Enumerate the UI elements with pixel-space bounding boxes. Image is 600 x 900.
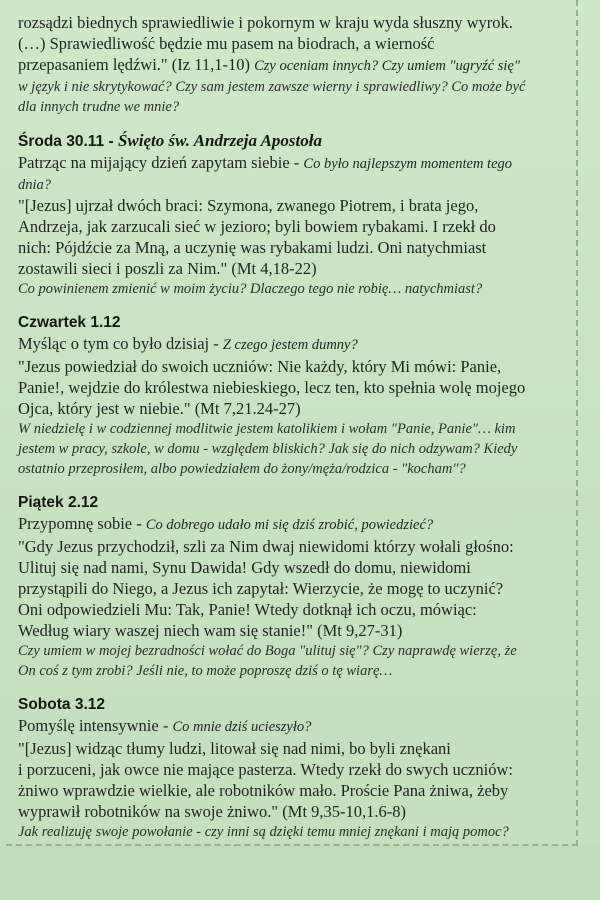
text-line: "[Jezus] widząc tłumy ludzi, litował się nad nimi, bo byli znękani — [18, 739, 451, 758]
day-lead — [18, 152, 566, 175]
text-line: nich: Pójdźcie za Mną, a uczynię was rybakami ludzi. Oni natychmiast — [18, 238, 487, 257]
page-bottom-margin — [0, 846, 600, 900]
day-section-saturday — [18, 694, 566, 862]
reflection-line: On coś z tym zrobi? Jeśli nie, to może poproszę dziś o tę wiarę… — [18, 663, 393, 679]
text-line: Ojca, który jest w niebie." (Mt 7,21.24-27) — [18, 399, 301, 418]
reflection-line: ostatnio przeprosiłem, albo powiedziałem do żony/męża/rodzica - "kocham"? — [18, 461, 466, 477]
lead-text: Myśląc o tym co było dzisiaj - — [18, 334, 219, 353]
text-line: Oni odpowiedzieli Mu: Tak, Panie! Wtedy dotknął ich oczu, mówiąc: — [18, 600, 477, 619]
reflection-line: Jak realizuję swoje powołanie - czy inni są dzięki temu mniej znękani i mają pomoc? — [18, 824, 509, 840]
day-heading-feast: Święto św. Andrzeja Apostoła — [117, 131, 322, 150]
day-section-friday — [18, 492, 566, 681]
text-line: "Gdy Jezus przychodził, szli za Nim dwaj niewidomi którzy wołali głośno: — [18, 537, 514, 556]
day-lead — [18, 715, 566, 738]
day-section-wednesday — [18, 130, 566, 299]
day-lead — [18, 513, 566, 536]
text-line: "Jezus powiedział do swoich uczniów: Nie każdy, który Mi mówi: Panie, — [18, 357, 502, 376]
lead-question: Co było najlepszym momentem tego — [303, 156, 513, 172]
content-frame — [6, 0, 578, 846]
day-lead — [18, 333, 566, 356]
day-heading: Czwartek 1.12 — [18, 314, 121, 331]
reflection-line: jestem w pracy, szkole, w domu - względem bliskich? Jak się do nich odzywam? Kiedy — [18, 441, 518, 457]
lead-question-continued: dnia? — [18, 177, 52, 193]
text-line: Andrzeja, jak zarzucali sieć w jezioro; byli bowiem rybakami. I rzekł do — [18, 217, 496, 236]
text-line — [18, 54, 566, 77]
day-section-thursday — [18, 312, 566, 479]
text-line: Według wiary waszej niech wam się stanie!" (Mt 9,27-31) — [18, 621, 403, 640]
text-line: "[Jezus] ujrzał dwóch braci: Szymona, zwanego Piotrem, i brata jego, — [18, 196, 479, 215]
text-line: Ulituj się nad nami, Synu Dawida! Gdy wszedł do domu, niewidomi — [18, 558, 471, 577]
day-heading: Sobota 3.12 — [18, 696, 105, 713]
reflection-line: dla innych trudne we mnie? — [18, 99, 180, 115]
lead-question: Co dobrego udało mi się dziś zrobić, powiedzieć? — [145, 517, 434, 533]
text-line: przystąpili do Niego, a Jezus ich zapytał: Wierzycie, że mogę to uczynić? — [18, 579, 504, 598]
text-segment: przepasaniem lędźwi." (Iz 11,1-10) — [18, 55, 250, 74]
day-heading — [18, 130, 566, 152]
text-line: rozsądzi biednych sprawiedliwie i pokornym w kraju wyda słuszny wyrok. — [18, 13, 513, 32]
text-line: Panie!, wejdzie do królestwa niebieskiego, lecz ten, kto spełnia wolę mojego — [18, 378, 526, 397]
text-line: wyprawił robotników na swoje żniwo." (Mt 9,35-10,1.6-8) — [18, 802, 407, 821]
text-line: i porzuceni, jak owce nie mające pasterza. Wtedy rzekł do swych uczniów: — [18, 760, 513, 779]
reflection-line: Czy umiem w mojej bezradności wołać do Boga "ulituj się"? Czy naprawdę wierzę, że — [18, 643, 517, 659]
text-line: zostawili sieci i poszli za Nim." (Mt 4,18-22) — [18, 259, 317, 278]
intro-passage — [18, 12, 566, 117]
lead-text: Pomyślę intensywnie - — [18, 716, 169, 735]
lead-question: Co mnie dziś ucieszyło? — [172, 719, 312, 735]
day-heading-date: Środa 30.11 - — [18, 133, 114, 150]
reflection-line: W niedzielę i w codziennej modlitwie jestem katolikiem i wołam "Panie, Panie"… kim — [18, 421, 516, 437]
reflection-line: w język i nie skrytykować? Czy sam jestem zawsze wierny i sprawiedliwy? Co może być — [18, 79, 526, 95]
lead-text: Przypomnę sobie - — [18, 514, 142, 533]
lead-text: Patrząc na mijający dzień zapytam siebie - — [18, 153, 300, 172]
lead-question: Z czego jestem dumny? — [222, 337, 358, 353]
reflection-inline: Czy oceniam innych? Czy umiem "ugryźć się" — [254, 58, 520, 74]
text-line: (…) Sprawiedliwość będzie mu pasem na biodrach, a wierność — [18, 34, 435, 53]
reflection-line: Co powinienem zmienić w moim życiu? Dlaczego tego nie robię… natychmiast? — [18, 281, 483, 297]
text-line: żniwo wprawdzie wielkie, ale robotników mało. Proście Pana żniwa, żeby — [18, 781, 509, 800]
day-heading: Piątek 2.12 — [18, 494, 99, 511]
